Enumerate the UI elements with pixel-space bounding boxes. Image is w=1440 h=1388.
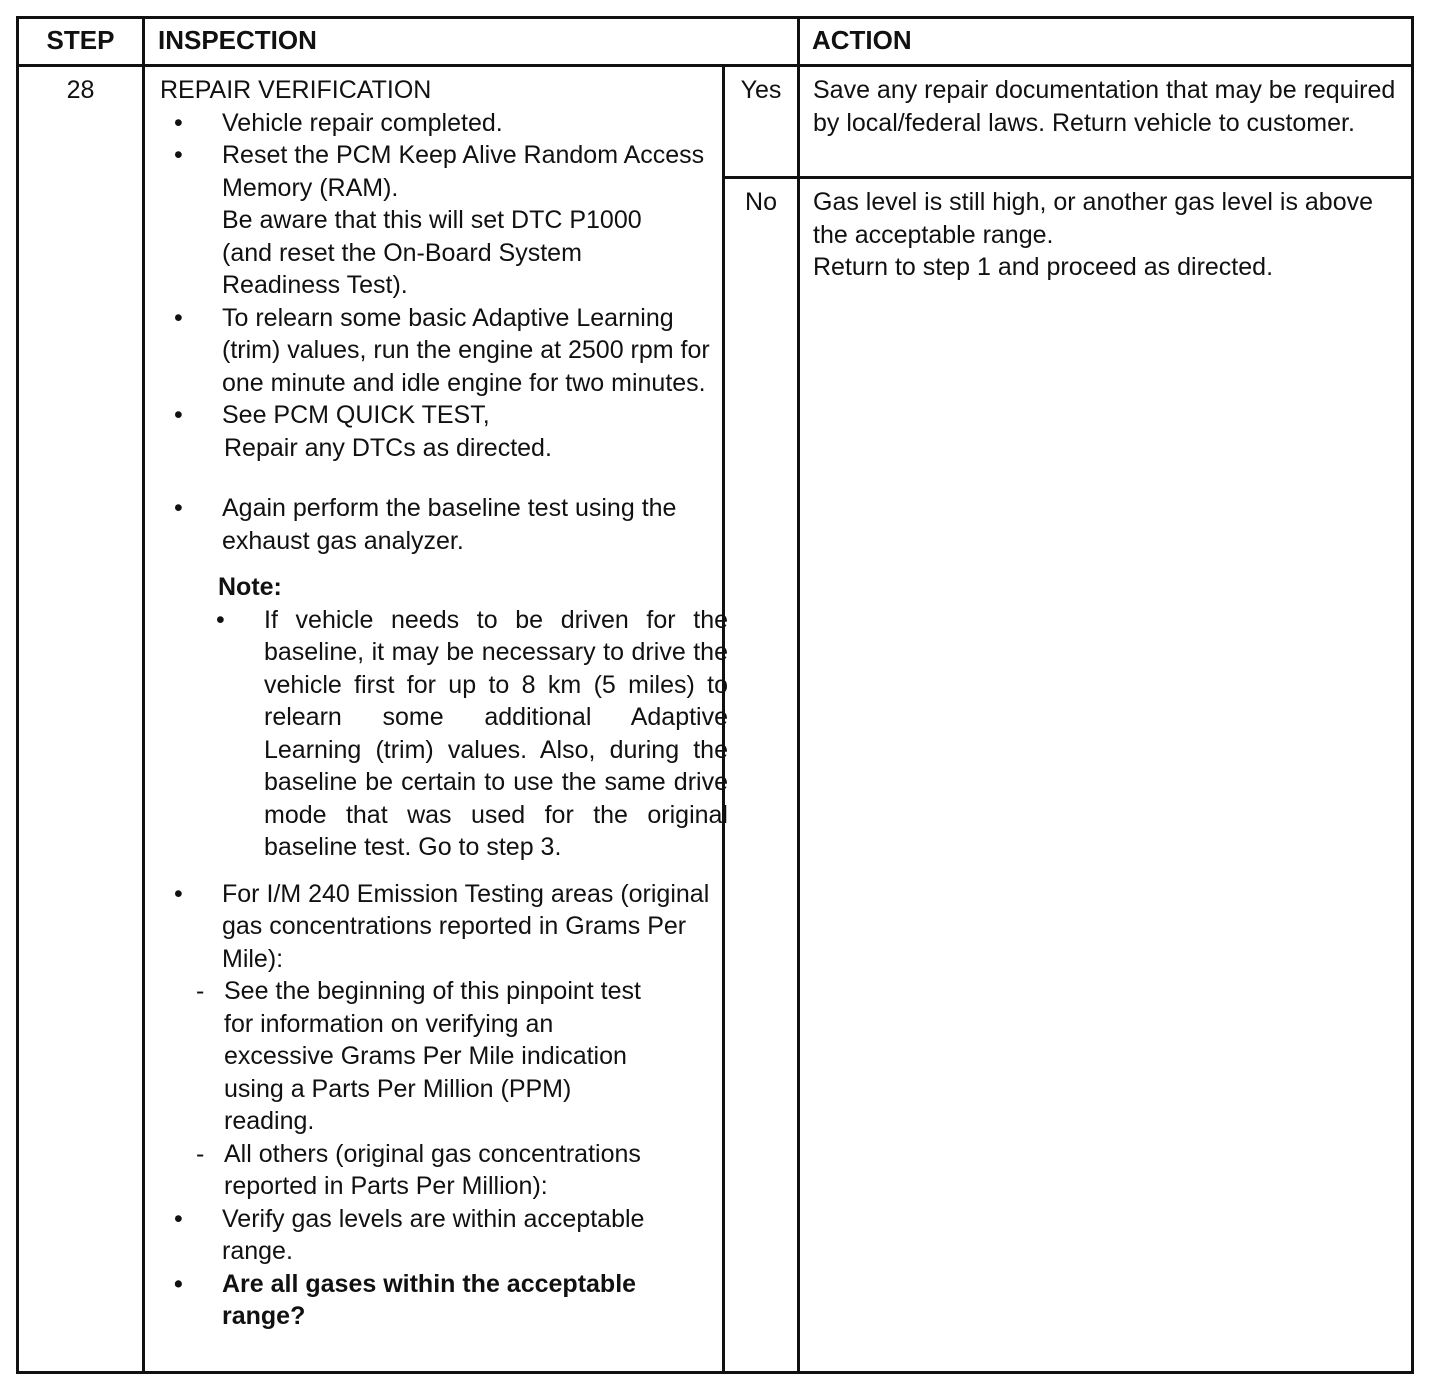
divider-header [16,64,1414,67]
quick-test-note: Repair any DTCs as directed. [224,433,552,462]
inspection-content [160,74,728,1333]
list-item: • Verify gas levels are within acceptable range. [160,1203,692,1268]
note-list [160,604,728,864]
list-item-text: See PCM QUICK TEST, [222,401,490,429]
list-item [160,399,720,464]
dash-item: - See the beginning of this pinpoint test for information on verifying an excessive Grams Per Mile indication using a Parts Per Million (PPM) reading. [192,975,664,1138]
no-action-text-1: Gas level is still high, or another gas level is above the acceptable range. [813,188,1374,249]
list-item-text: To relearn some basic Adaptive Learning (trim) values, run the engine at 2500 rpm for one minute and idle engine for two minutes. [222,303,710,397]
no-action-text-2: Return to step 1 and proceed as directed. [813,253,1274,281]
yes-label: Yes [740,76,782,104]
list-item: • Again perform the baseline test using the exhaust gas analyzer. [160,492,692,557]
list-item [160,878,720,1203]
bullet-list-b [160,492,720,557]
question: • Are all gases within the acceptable range? [160,1268,692,1333]
bullet-list-c [160,878,720,1333]
header-step: STEP [46,25,115,55]
dash-list [192,975,720,1203]
bullet-list-a [160,107,720,465]
dash-item: - All others (original gas concentrations reported in Parts Per Million): [192,1138,684,1203]
list-item-text: Reset the PCM Keep Alive Random Access Memory (RAM). [222,141,705,202]
reset-note: Be aware that this will set DTC P1000 (and reset the On-Board System Readiness Test). [222,206,642,299]
list-item [160,302,720,400]
list-item-text: For I/M 240 Emission Testing areas (original gas concentrations reported in Grams Per Mile): [222,879,710,973]
yes-action: Save any repair documentation that may be required by local/federal laws. Return vehicle to customer. [813,76,1396,137]
list-item: • Vehicle repair completed. [160,107,720,140]
step-number: 28 [66,76,95,104]
header-inspection: INSPECTION [158,25,317,55]
note-title: Note: [218,573,282,601]
header-action: ACTION [812,25,912,55]
divider-action [797,16,800,1374]
divider-yes-no-row [722,176,1414,179]
list-item [160,139,720,302]
note-item: • If vehicle needs to be driven for the baseline, it may be necessary to drive the vehicle first for up to 8 km (5 miles) to relearn some additional Adaptive Learning (trim) values. Also, during the baseline be certain to use the same drive mode that was used for the original baseline test. Go to step 3. [160,604,728,864]
inspection-title: REPAIR VERIFICATION [160,76,432,104]
divider-step [142,16,145,1374]
no-label: No [745,188,777,216]
no-action [813,186,1403,284]
